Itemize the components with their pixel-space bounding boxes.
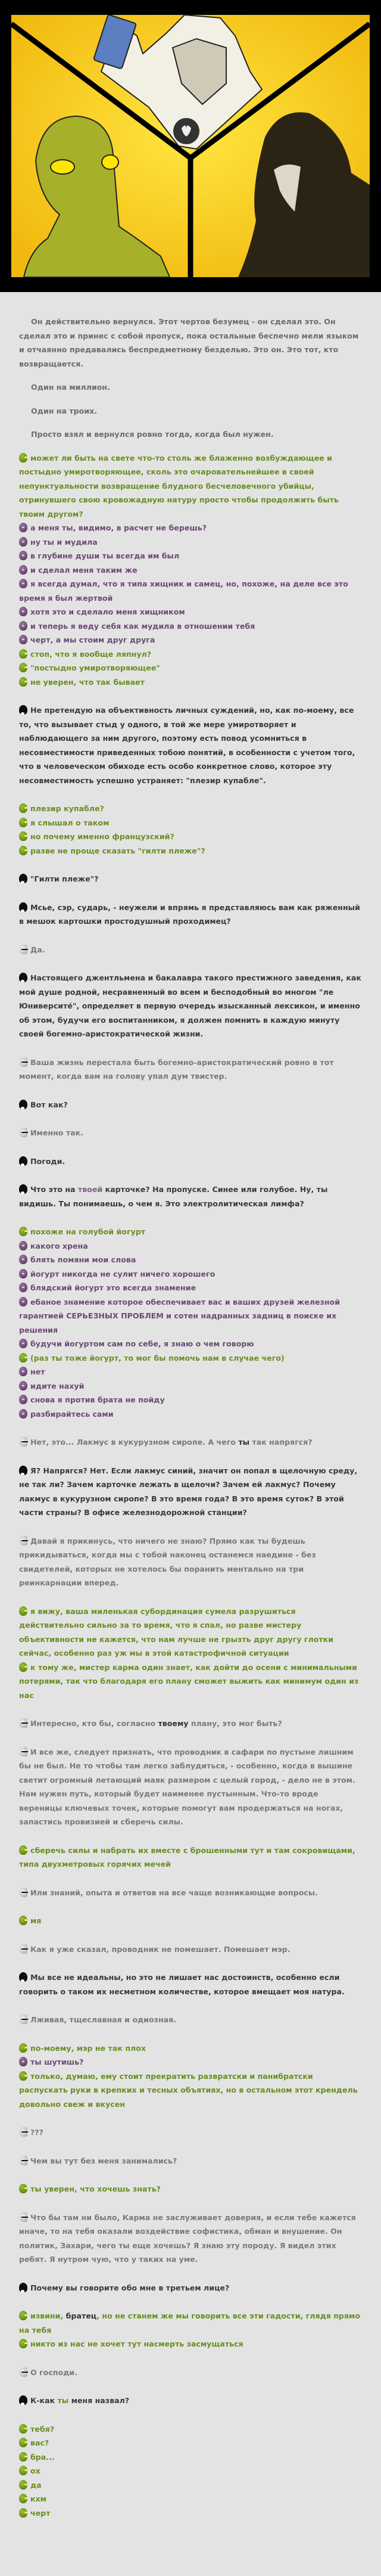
- dialogue-line-green: [19, 2478, 363, 2493]
- dialogue-text: черт, а мы стоим друг друга: [30, 635, 155, 644]
- white-speaker-avatar-icon: [19, 2212, 27, 2222]
- dialogue-text: ты уверен, что хочешь знать?: [30, 2184, 161, 2193]
- dialogue-text: к тому же, мистер карма один знает, как дойти до осени с минимальными потерями, так что благодаря его плану сможет выжить как минимум один из нас: [19, 1662, 359, 1700]
- dialogue-block: [19, 2394, 363, 2408]
- dialogue-line-green: [19, 2422, 363, 2437]
- highlighted-word: братец: [65, 2311, 97, 2320]
- dialogue-line-green: [19, 451, 363, 522]
- dialogue-line-purple: [19, 521, 363, 535]
- narration-paragraph: Один на троих.: [31, 406, 98, 415]
- dialogue-block: [19, 451, 363, 690]
- dialogue-text: только, думаю, ему стоит прекратить развратски и панибратски распускать руки в крепких и тесных объятиях, но в остальном этот крендель довольно свеж и вкусен: [19, 2071, 358, 2109]
- dialogue-line-green: [19, 2337, 363, 2351]
- purple-speaker-avatar-icon: [19, 551, 27, 560]
- white-speaker-avatar-icon: [19, 1437, 27, 1447]
- dialogue-block: [19, 1435, 363, 1450]
- green-speaker-avatar-icon: [19, 831, 27, 841]
- dialogue-text: Что это на: [30, 1185, 78, 1194]
- dialogue-line-purple: [19, 1379, 363, 1393]
- dialogue-block: [19, 1843, 363, 1872]
- green-speaker-avatar-icon: [19, 2184, 27, 2193]
- green-speaker-avatar-icon: [19, 2311, 27, 2320]
- highlighted-word: твоему: [158, 1719, 189, 1728]
- purple-speaker-avatar-icon: [19, 1381, 27, 1391]
- purple-speaker-avatar-icon: [19, 1255, 27, 1264]
- dialogue-text: Мсье, сэр, сударь, - неужели и впрямь я представляюсь вам как ряженный в мешок картошки простодушный проходимец?: [19, 902, 360, 926]
- purple-speaker-avatar-icon: [19, 523, 27, 532]
- dialogue-line-green: [19, 2436, 363, 2450]
- dialogue-text: вас?: [30, 2438, 49, 2447]
- dialogue-line-green: [19, 830, 363, 844]
- dialogue-block: [19, 1183, 363, 1211]
- dialogue-line-white: [19, 943, 363, 957]
- dialogue-text: какого хрена: [30, 1241, 88, 1250]
- dialogue-line-purple: [19, 1239, 363, 1253]
- purple-speaker-avatar-icon: [19, 1241, 27, 1250]
- dialogue-text: Давай я прикинусь, что ничего не знаю? Прямо как ты будешь прикидываться, когда мы с тобой наконец останемся наедине - без свидетелей, которых не хотелось бы поранить ментально на три реинкарнации вперед.: [19, 1536, 316, 1587]
- purple-speaker-avatar-icon: [19, 1409, 27, 1419]
- dialogue-block: [19, 2041, 363, 2112]
- dialogue-block: [19, 1225, 363, 1421]
- dialogue-text: бра...: [30, 2452, 55, 2462]
- purple-speaker-avatar-icon: [19, 1395, 27, 1404]
- dialogue-line-dark: [19, 971, 363, 1041]
- dialogue-line-white: [19, 1886, 363, 1900]
- dialogue-block: [19, 1914, 363, 1928]
- green-speaker-avatar-icon: [19, 649, 27, 659]
- white-speaker-avatar-icon: [19, 1944, 27, 1954]
- dialogue-block: [19, 1464, 363, 1520]
- dialogue-line-green: [19, 2182, 363, 2196]
- green-speaker-avatar-icon: [19, 2424, 27, 2434]
- dark-speaker-avatar-icon: [19, 705, 27, 715]
- dialogue-text: К-как: [30, 2396, 58, 2405]
- dialogue-line-green: [19, 675, 363, 690]
- green-speaker-avatar-icon: [19, 2480, 27, 2490]
- dialogue-block: [19, 1970, 363, 1998]
- dialogue-text: нет: [30, 1367, 45, 1376]
- dialogue-line-dark: [19, 1154, 363, 1169]
- dialogue-line-white: [19, 1942, 363, 1957]
- green-speaker-avatar-icon: [19, 677, 27, 687]
- dialogue-line-green: [19, 1843, 363, 1872]
- dialogue-text: блядский йогурт это всегда знамение: [30, 1283, 196, 1292]
- dialogue-block: [19, 1745, 363, 1829]
- green-speaker-avatar-icon: [19, 1662, 27, 1672]
- dialogue-line-dark: [19, 2281, 363, 2295]
- dialogue-text: Мы все не идеальны, но это не лишает нас достоинств, особенно если говорить о таком их несметном количестве, которое вмещает моя натура.: [19, 1973, 345, 1996]
- dialogue-line-purple: [19, 619, 363, 634]
- dialogue-text: Нет, это... Лакмус в кукурузном сиропе. А чего: [30, 1438, 239, 1447]
- dialogue-line-purple: [19, 605, 363, 619]
- dialogue-text: и теперь я веду себя как мудила в отношении тебя: [30, 621, 255, 631]
- dialogue-block: [19, 872, 363, 886]
- narration-paragraph: Он действительно вернулся. Этот чертов безумец - он сделал это. Он сделал это и принес с собой пропуск, пока остальные беспечно мели языком и отчаянно предавались беспредметному безделью. Это он. Это тот, кто возвращается.: [19, 317, 359, 368]
- white-speaker-avatar-icon: [19, 1888, 27, 1897]
- narration-paragraph: Просто взял и вернулся ровно тогда, когда был нужен.: [31, 430, 274, 439]
- white-speaker-avatar-icon: [19, 1747, 27, 1756]
- dialogue-block: [19, 2211, 363, 2267]
- dark-speaker-avatar-icon: [19, 874, 27, 883]
- dialogue-block: [19, 2309, 363, 2351]
- dialogue-line-green: [19, 816, 363, 830]
- green-speaker-avatar-icon: [19, 1845, 27, 1855]
- dialogue-line-dark: [19, 872, 363, 886]
- dialogue-text: йогурт никогда не сулит ничего хорошего: [30, 1269, 216, 1278]
- green-speaker-avatar-icon: [19, 2452, 27, 2462]
- dialogue-line-purple: [19, 535, 363, 550]
- dialogue-line-green: [19, 2309, 363, 2337]
- dialogue-line-green: [19, 1351, 363, 1365]
- dialogue-text: Или знаний, опыта и ответов на все чаще возникающие вопросы.: [30, 1888, 318, 1897]
- dialogue-text: да: [30, 2480, 42, 2490]
- white-speaker-avatar-icon: [19, 1128, 27, 1137]
- dialogue-line-white: [19, 2366, 363, 2380]
- dialogue-line-green: [19, 661, 363, 675]
- dialogue-line-purple: [19, 1407, 363, 1422]
- dialogue-text: Что бы там ни было, Карма не заслуживает доверия, и если тебе кажется иначе, то на тебя оказали воздействие софистика, обман и внушение. Он политик, Захари, чего ты еще хочешь? Я знаю эту породу. Я видел этих ребят. Я нутром чую, что у таких на уме.: [19, 2212, 356, 2264]
- dialogue-line-purple: [19, 633, 363, 647]
- dialogue-text: в глубине души ты всегда им был: [30, 551, 180, 560]
- dialogue-line-green: [19, 2506, 363, 2521]
- green-speaker-avatar-icon: [19, 2466, 27, 2475]
- dialogue-line-purple: [19, 549, 363, 563]
- dialogue-block: [19, 2013, 363, 2027]
- dialogue-line-dark: [19, 901, 363, 929]
- highlighted-word: твоей: [77, 1185, 103, 1194]
- dialogue-text: блять помяни мои слова: [30, 1255, 136, 1264]
- dialogue-text: ебаное знамение которое обеспечивает вас и ваших друзей железной гарантией СЕРЬЕЗНЫХ ПРОБЛЕМ и сотен надранных задниц в поиске их решения: [19, 1297, 341, 1334]
- dark-speaker-avatar-icon: [19, 1156, 27, 1166]
- dialogue-line-white: [19, 1056, 363, 1084]
- dialogue-block: [19, 2125, 363, 2140]
- dark-speaker-avatar-icon: [19, 1972, 27, 1982]
- white-speaker-avatar-icon: [19, 2156, 27, 2165]
- dialogue-text: И все же, следует признать, что проводник в сафари по пустыне лишним бы не был. Не то чтобы там легко заблудиться, - особенно, когда в вышине светит огромный летающий маяк размером с целый город, - дело не в этом. Нам нужен путь, который будет наименее пустынным. Что-то вроде вереницы ключевых точек, которые помогут вам продержаться на ногах, запастись провизией и сберечь силы.: [19, 1747, 355, 1826]
- dialogue-line-dark: [19, 1464, 363, 1520]
- dialogue-line-dark: [19, 2394, 363, 2408]
- dialogue-text: ???: [30, 2128, 43, 2137]
- purple-speaker-avatar-icon: [19, 1283, 27, 1292]
- green-speaker-avatar-icon: [19, 453, 27, 463]
- dialogue-block: [19, 2154, 363, 2168]
- dialogue-text: я вижу, ваша миленькая субординация сумела разрушиться действительно сильно за то время, что я спал, но разве мистеру объективности не кажется, что нам лучше не грызть друг другу глотки сейчас, особенно раз уж мы в этой катастрофичной ситуации: [19, 1606, 334, 1658]
- dialogue-text: извини,: [30, 2311, 66, 2320]
- dialogue-text: Как я уже сказал, проводник не помешает. Помешает мэр.: [30, 1944, 291, 1954]
- green-speaker-avatar-icon: [19, 2438, 27, 2447]
- dialogue-text: Да.: [30, 945, 45, 954]
- dialogue-text: я всегда думал, что я типа хищник и самец, но, похоже, на деле все это время я был жертвой: [19, 579, 348, 603]
- dialogue-text: Настоящего джентльмена и бакалавра такого престижного заведения, как мой душе родной, несравненный во всем и бесподобный во многом "ле Юниверсите́", определяет в первую очередь изысканный лексикон, и именно об этом, будучи его воспитанником, я должен помнить в каждую минуту своей богемно-аристократической жизни.: [19, 973, 361, 1038]
- dialogue-text: мя: [30, 1916, 42, 1925]
- dark-speaker-avatar-icon: [19, 973, 27, 982]
- dialogue-line-purple: [19, 577, 363, 605]
- dialogue-line-white: [19, 1717, 363, 1731]
- dialogue-text: Ваша жизнь перестала быть богемно-аристократический ровно в тот момент, когда вам на голову упал дум твистер.: [19, 1057, 334, 1081]
- highlighted-word: ты: [238, 1438, 250, 1447]
- narration-paragraph: Один на миллион.: [31, 383, 110, 392]
- purple-speaker-avatar-icon: [19, 1269, 27, 1278]
- dialogue-line-white: [19, 2211, 363, 2267]
- dialogue-line-green: [19, 647, 363, 662]
- dialogue-line-white: [19, 1435, 363, 1450]
- dialogue-text: похоже на голубой йогурт: [30, 1227, 146, 1236]
- dialogue-block: [19, 703, 363, 787]
- purple-speaker-avatar-icon: [19, 565, 27, 575]
- dialogue-text: плезир купабле?: [30, 804, 104, 813]
- white-speaker-avatar-icon: [19, 945, 27, 954]
- dialogue-text: О господи.: [30, 2367, 77, 2377]
- dialogue-block: [19, 1604, 363, 1703]
- purple-speaker-avatar-icon: [19, 579, 27, 588]
- dialogue-line-white: [19, 1745, 363, 1829]
- dialogue-text: сберечь силы и набрать их вместе с брошенными тут и там сокровищами, типа двухметровых горячих мечей: [19, 1845, 355, 1869]
- dialogue-text: ну ты и мудила: [30, 537, 98, 547]
- green-speaker-avatar-icon: [19, 818, 27, 827]
- dialogue-text: разве не проще сказать "гилти плеже"?: [30, 846, 205, 855]
- green-speaker-avatar-icon: [19, 2494, 27, 2503]
- green-speaker-avatar-icon: [19, 803, 27, 813]
- dialogue-text: карточке? На пропуске. Синее или голубое. Ну, ты видишь. Ты понимаешь, о чем я. Это электролитическая лимфа?: [19, 1185, 328, 1208]
- dark-speaker-avatar-icon: [19, 2395, 27, 2405]
- dialogue-line-white: [19, 2125, 363, 2140]
- dialogue-line-purple: [19, 563, 363, 578]
- dialogue-text: но почему именно французский?: [30, 832, 174, 841]
- dialogue-block: [19, 2422, 363, 2521]
- dialogue-text: Не претендую на объективность личных суждений, но, как по-моему, все то, что вызывает стыд у одного, в той же мере умиротворяет и наблюдающего за ним другого, поэтому есть повод усомниться в несовместимости приведенных тобою понятий, в особенности с учетом того, что в человеческом обиходе есть особо конкретное слово, которое эту несовместимость успешно устраняет: "плезир купабле".: [19, 706, 355, 785]
- dialogue-text: "постыдно умиротворяющее": [30, 663, 160, 672]
- dialogue-line-green: [19, 802, 363, 816]
- comic-illustration: [0, 0, 381, 292]
- green-speaker-avatar-icon: [19, 1606, 27, 1616]
- dialogue-text: Вот как?: [30, 1100, 68, 1109]
- dialogue-block: [19, 1717, 363, 1731]
- dialogue-text: идите нахуй: [30, 1381, 85, 1391]
- green-speaker-avatar-icon: [19, 2339, 27, 2348]
- dialogue-block: [19, 2366, 363, 2380]
- dialogue-text: я слышал о таком: [30, 818, 110, 827]
- dialogue-line-white: [19, 2013, 363, 2027]
- dialogue-line-purple: [19, 1295, 363, 1337]
- dark-speaker-avatar-icon: [19, 1100, 27, 1109]
- dialogue-line-purple: [19, 1281, 363, 1295]
- dialogue-line-purple: [19, 1365, 363, 1379]
- dialogue-block: [19, 1154, 363, 1169]
- dialogue-block: [19, 901, 363, 929]
- green-speaker-avatar-icon: [19, 2071, 27, 2081]
- dialogue-text: "Гилти плеже"?: [30, 874, 99, 883]
- white-speaker-avatar-icon: [19, 2367, 27, 2377]
- story-content: [0, 292, 381, 2576]
- dialogue-text: Чем вы тут без меня занимались?: [30, 2156, 177, 2165]
- dialogue-text: кхм: [30, 2494, 46, 2503]
- green-speaker-avatar-icon: [19, 1353, 27, 1363]
- dialogue-line-green: [19, 2464, 363, 2478]
- purple-speaker-avatar-icon: [19, 607, 27, 616]
- dialogue-text: Я? Напрягся? Нет. Если лакмус синий, значит он попал в щелочную среду, не так ли? Зачем карточке лежать в щелочи? Зачем ей лакмус? Почему лакмус в кукурузном сиропе? В это время года? В это время суток? В этой части страны? В офисе железнодорожной станции?: [19, 1466, 358, 1517]
- dialogue-text: и сделал меня таким же: [30, 565, 138, 575]
- purple-speaker-avatar-icon: [19, 1297, 27, 1306]
- dialogue-line-white: [19, 1534, 363, 1590]
- dark-speaker-avatar-icon: [19, 2283, 27, 2292]
- highlighted-word: ты: [57, 2396, 69, 2405]
- dark-speaker-avatar-icon: [19, 902, 27, 912]
- dialogue-line-white: [19, 1126, 363, 1140]
- dialogue-text: хотя это и сделало меня хищником: [30, 607, 185, 616]
- dialogue-line-green: [19, 2069, 363, 2112]
- dialogue-block: [19, 971, 363, 1041]
- dialogue-line-green: [19, 2041, 363, 2056]
- dialogue-line-dark: [19, 1098, 363, 1112]
- dialogue-line-purple: [19, 2055, 363, 2069]
- dark-speaker-avatar-icon: [19, 1466, 27, 1475]
- dark-speaker-avatar-icon: [19, 1184, 27, 1194]
- green-speaker-avatar-icon: [19, 663, 27, 672]
- purple-speaker-avatar-icon: [19, 1339, 27, 1348]
- green-speaker-avatar-icon: [19, 1916, 27, 1925]
- dialogue-log: [19, 451, 363, 2521]
- purple-speaker-avatar-icon: [19, 1367, 27, 1376]
- dialogue-text: Погоди.: [30, 1156, 65, 1166]
- dialogue-text: плану, это мог быть?: [188, 1719, 282, 1728]
- dialogue-text: Лживая, тщеславная и одиозная.: [30, 2015, 177, 2024]
- dialogue-block: [19, 802, 363, 858]
- dialogue-line-dark: [19, 703, 363, 787]
- dialogue-text: а меня ты, видимо, в расчет не берешь?: [30, 523, 207, 532]
- white-speaker-avatar-icon: [19, 1718, 27, 1728]
- dialogue-text: по-моему, мэр не так плох: [30, 2043, 146, 2053]
- dialogue-line-purple: [19, 1337, 363, 1351]
- dialogue-text: Интересно, кто бы, согласно: [30, 1719, 158, 1728]
- dialogue-block: [19, 1098, 363, 1112]
- green-speaker-avatar-icon: [19, 2508, 27, 2518]
- dialogue-line-green: [19, 844, 363, 858]
- dialogue-text: никто из нас не хочет тут насмерть засмущаться: [30, 2339, 243, 2348]
- dialogue-text: снова я против брата не пойду: [30, 1395, 165, 1404]
- white-speaker-avatar-icon: [19, 1057, 27, 1067]
- comic-banner: [0, 0, 381, 292]
- green-speaker-avatar-icon: [19, 1227, 27, 1236]
- dialogue-text: меня назвал?: [68, 2396, 130, 2405]
- dialogue-text: (раз ты тоже йогурт, то мог бы помочь нам в случае чего): [30, 1353, 285, 1363]
- dialogue-text: разбирайтесь сами: [30, 1409, 114, 1419]
- white-speaker-avatar-icon: [19, 2127, 27, 2137]
- dialogue-block: [19, 943, 363, 957]
- dialogue-text: ох: [30, 2466, 40, 2475]
- dialogue-block: [19, 2281, 363, 2295]
- dialogue-block: [19, 1942, 363, 1957]
- dialogue-block: [19, 2182, 363, 2196]
- dialogue-line-green: [19, 1914, 363, 1928]
- purple-speaker-avatar-icon: [19, 537, 27, 547]
- dialogue-line-green: [19, 1225, 363, 1239]
- white-speaker-avatar-icon: [19, 2015, 27, 2024]
- dialogue-line-purple: [19, 1267, 363, 1281]
- dialogue-block: [19, 1886, 363, 1900]
- purple-speaker-avatar-icon: [19, 2057, 27, 2066]
- dialogue-line-green: [19, 1661, 363, 1703]
- white-speaker-avatar-icon: [19, 1536, 27, 1545]
- dialogue-text: , но не станем же мы говорить все эти гадости, глядя прямо на тебя: [19, 2311, 360, 2335]
- dialogue-text: будучи йогуртом сам по себе, я знаю о чем говорю: [30, 1339, 254, 1348]
- dialogue-line-green: [19, 2450, 363, 2465]
- dialogue-line-dark: [19, 1183, 363, 1211]
- dialogue-text: не уверен, что так бывает: [30, 677, 145, 687]
- green-speaker-avatar-icon: [19, 846, 27, 855]
- dialogue-line-dark: [19, 1970, 363, 1998]
- dialogue-text: так напрягся?: [249, 1438, 313, 1447]
- dialogue-line-purple: [19, 1393, 363, 1407]
- dialogue-text: ты шутишь?: [30, 2057, 84, 2066]
- dialogue-text: может ли быть на свете что-то столь же блаженно возбуждающее и постыдно умиротворяющее, сколь это очаровательнейшее в своей непунктуальности возвращение блудного бесчеловечного убийцы, отринувшего свою кровожадную натуру просто чтобы продолжить быть твоим другом?: [19, 453, 339, 519]
- dialogue-block: [19, 1126, 363, 1140]
- dialogue-text: стоп, что я вообще ляпнул?: [30, 649, 152, 659]
- purple-speaker-avatar-icon: [19, 635, 27, 644]
- dialogue-block: [19, 1056, 363, 1084]
- dialogue-text: Почему вы говорите обо мне в третьем лице?: [30, 2283, 230, 2292]
- dialogue-line-green: [19, 1604, 363, 1661]
- dialogue-text: тебя?: [30, 2424, 55, 2434]
- dialogue-line-green: [19, 2492, 363, 2506]
- purple-speaker-avatar-icon: [19, 621, 27, 631]
- dialogue-line-white: [19, 2154, 363, 2168]
- dialogue-text: черт: [30, 2508, 51, 2518]
- dialogue-block: [19, 1534, 363, 1590]
- dialogue-text: Именно так.: [30, 1128, 83, 1137]
- dialogue-line-purple: [19, 1253, 363, 1267]
